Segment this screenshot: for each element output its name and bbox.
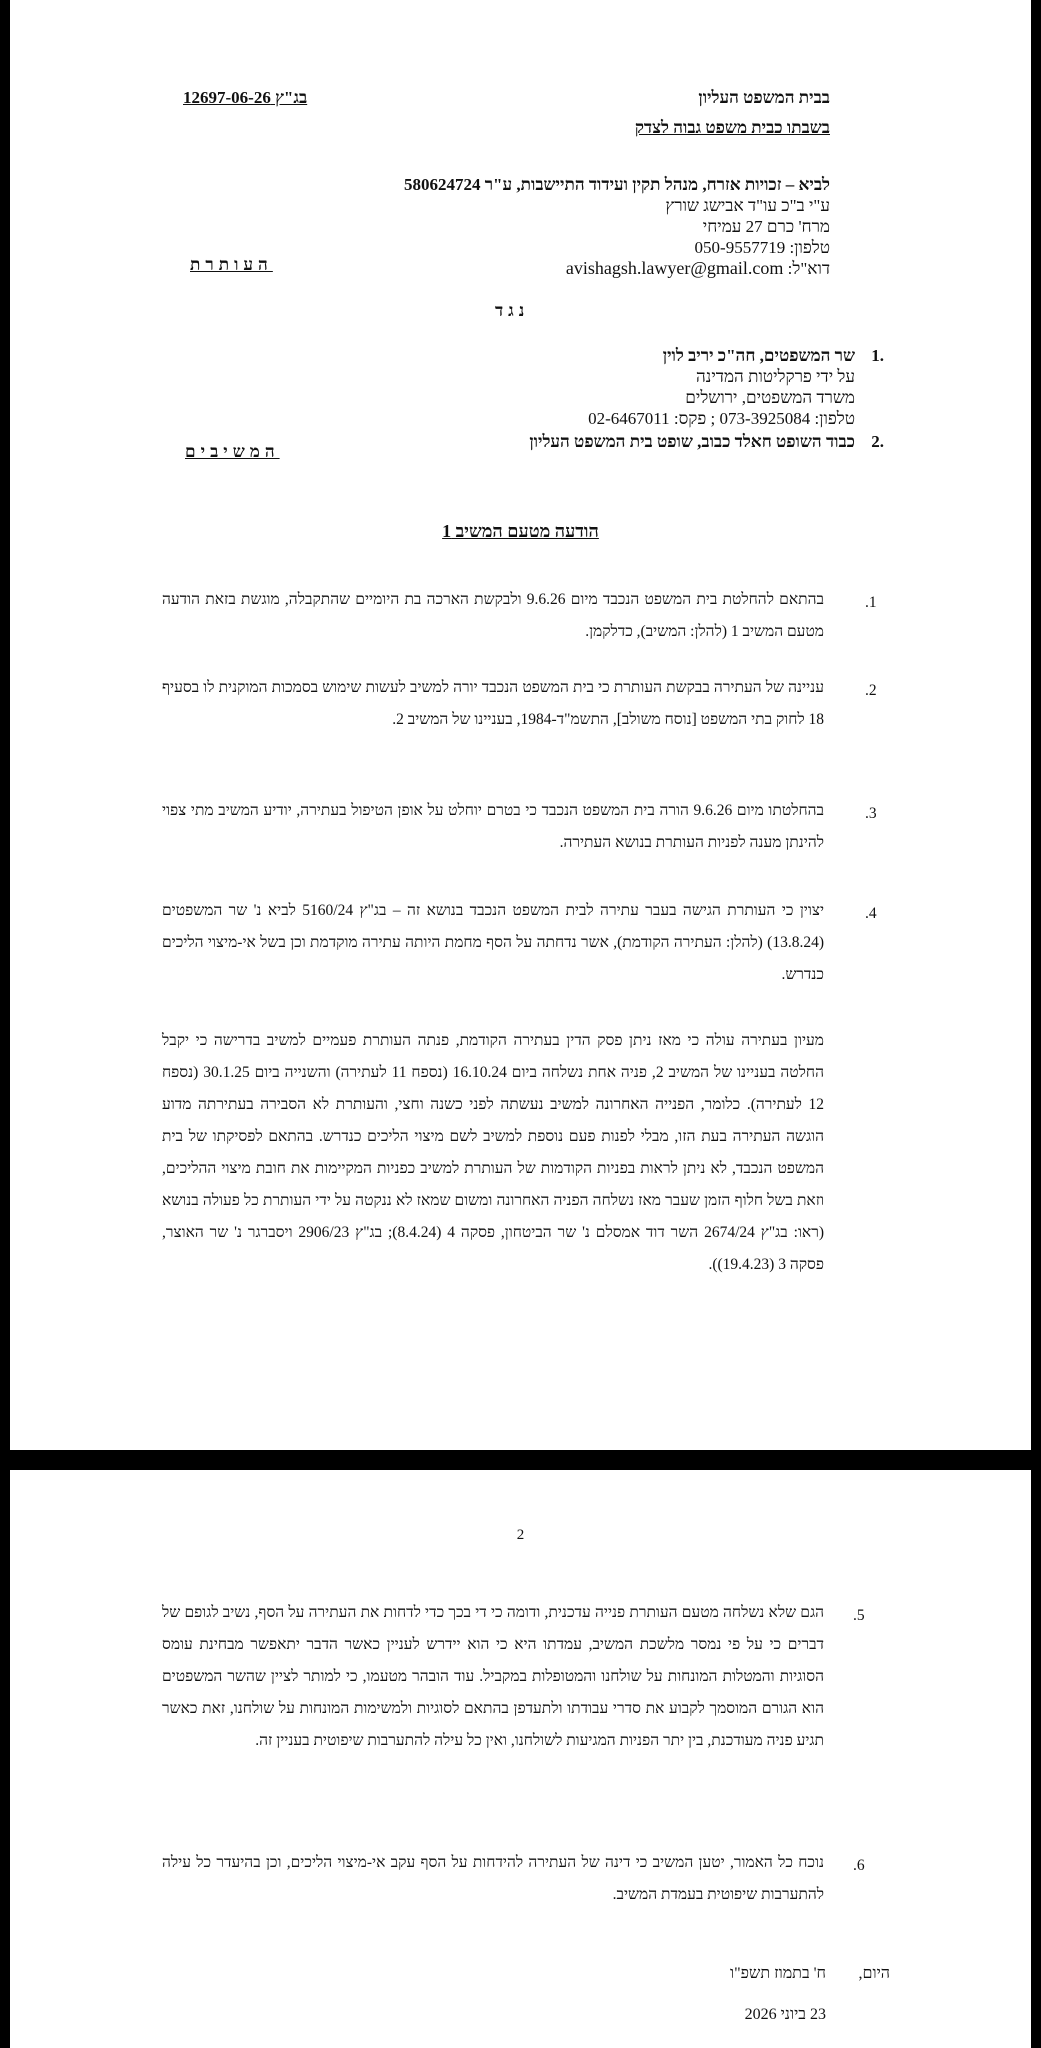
respondent-1-line: על ידי פרקליטות המדינה: [696, 367, 855, 386]
petitioner-counsel: ע"י ב"כ עו"ד אבישג שורץ: [665, 196, 830, 215]
respondent-2-name: כבוד השופט חאלד כבוב, שופט בית המשפט העליון: [529, 432, 855, 451]
paragraph-2: עניינה של העתירה בבקשת העותרת כי בית המשפט הנכבד יורה למשיב לעשות שימוש בסמכות המוקנית לו בסעיף 18 לחוק בתי המשפט [נוסח משולב], התשמ"ד-1984, בעניינו של המשיב 2.: [162, 679, 824, 728]
petitioner-phone: טלפון: 050-9557719: [694, 238, 830, 257]
document-page-2: [10, 1470, 1031, 2048]
petitioner-email-row: [566, 258, 830, 279]
email-label: דוא"ל:: [787, 259, 830, 278]
paragraph-number: .2: [865, 682, 877, 699]
document-page-1: [10, 0, 1031, 1450]
respondent-2-number: 2.: [871, 432, 884, 451]
paragraph-4-continued: מעיון בעתירה עולה כי מאז ניתן פסק הדין בעתירה הקודמת, פנתה העותרת פעמיים למשיב בדרישה כי יקבל החלטה בעניינו של המשיב 2, פניה אחת נשלחה ביום 16.10.24 (נספח 11 לעתירה) והשנייה ביום 30.1.25 (נספח 12 לעתירה). כלומר, הפנייה האחרונה למשיב נעשתה לפני כשנה וחצי, והעותרת לא הסבירה בעתירתה מדוע הוגשה העתירה בעת הזו, מבלי לפנות פעם נוספת למשיב לשם מיצוי הליכים כנדרש. בהתאם לפסיקתו של בית המשפט הנכבד, לא ניתן לראות בפניות הקודמות של העותרת למשיב כפניות המקיימות את חובת מיצוי ההליכים, וזאת בשל חלוף הזמן שעבר מאז נשלחה הפניה האחרונה ומשום שמאז לא ננקטה על ידי העותרת כל פעולה בנושא (ראו: בג"ץ 2674/24 השר דוד אמסלם נ' שר הביטחון, פסקה 4 (8.4.24); בג"ץ 2906/23 ויסברגר נ' שר האוצר, פסקה 3 (19.4.23)).: [162, 1032, 824, 1273]
respondent-1-contact: טלפון: 073-3925084 ; פקס: 02-6467011: [588, 409, 855, 428]
page-number: 2: [516, 1527, 525, 1543]
court-name: בבית המשפט העליון: [698, 88, 830, 107]
versus: נגד: [495, 301, 530, 320]
gregorian-date: 23 ביוני 2026: [744, 2006, 826, 2023]
paragraph-6: נוכח כל האמור, יטען המשיב כי דינה של העתירה להידחות על הסף עקב אי-מיצוי הליכים, וכן בהיעדר כל עילה להתערבות שיפוטית בעמדת המשיב.: [162, 1854, 824, 1903]
paragraph-1: בהתאם להחלטת בית המשפט הנכבד מיום 9.6.26 ולבקשת הארכה בת היומיים שהתקבלה, מוגשת בזאת הודעה מטעם המשיב 1 (להלן: המשיב), כדלקמן.: [162, 591, 824, 640]
respondents-role: המשיבים: [185, 442, 280, 461]
respondent-1-number: 1.: [871, 346, 884, 365]
sitting-as: בשבתו כבית משפט גבוה לצדק: [634, 118, 830, 137]
paragraph-number: .1: [865, 594, 877, 611]
paragraph-4: יצוין כי העותרת הגישה בעבר עתירה לבית המשפט הנכבד בנושא זה – בג"ץ 5160/24 לביא נ' שר המשפטים (13.8.24) (להלן: העתירה הקודמת), אשר נדחתה על הסף מחמת היותה עתירה מוקדמת וכן בשל אי-מיצוי הליכים כנדרש.: [162, 902, 825, 983]
case-number: בג"ץ 12697-06-26: [183, 88, 308, 107]
email-address: avishagsh.lawyer@gmail.com: [565, 258, 784, 278]
respondent-1-line: משרד המשפטים, ירושלים: [685, 388, 855, 407]
paragraph-3: בהחלטתו מיום 9.6.26 הורה בית המשפט הנכבד כי בטרם יוחלט על אופן הטיפול בעתירה, יודיע המשיב מתי צפוי להינתן מענה לפניות העותרת בנושא העתירה.: [162, 802, 824, 851]
hebrew-date: ח' בתמוז תשפ"ו: [730, 1965, 826, 1982]
document-title: הודעה מטעם המשיב 1: [442, 521, 599, 541]
paragraph-number: .4: [865, 905, 877, 922]
petitioner-role: העותרת: [190, 255, 273, 274]
today-label: היום,: [858, 1965, 890, 1982]
paragraph-5: הגם שלא נשלחה מטעם העותרת פנייה עדכנית, ודומה כי די בכך כדי לדחות את העתירה על הסף, נשיב לגופם של דברים כי על פי נמסר מלשכת המשיב, עמדתו היא כי הוא יידרש לעניין כאשר הדבר יתאפשר מבחינת עומס הסוגיות והמטלות המונחות על שולחנו והמטופלות במקביל. עוד הובהר מטעמו, כי למותר לציין שהשר המשפטים הוא הגורם המוסמך לקבוע את סדרי עבודתו ולתעדפן בהתאם לסוגיות ולמשימות המונחות על שולחנו, זאת כאשר תגיע פניה מעודכנת, בין יתר הפניות המגיעות לשולחנו, ואין כל עילה להתערבות שיפוטית בעניין זה.: [162, 1604, 824, 1749]
paragraph-number: .5: [853, 1607, 865, 1624]
paragraph-number: .6: [853, 1857, 865, 1874]
petitioner-name: לביא – זכויות אזרח, מנהל תקין ועידוד התיישבות, ע"ר 580624724: [403, 175, 830, 194]
paragraph-number: .3: [865, 805, 877, 822]
respondent-1-name: שר המשפטים, חה"כ יריב לוין: [662, 346, 855, 365]
petitioner-address: מרח' כרם 27 עמיחי: [702, 217, 830, 236]
